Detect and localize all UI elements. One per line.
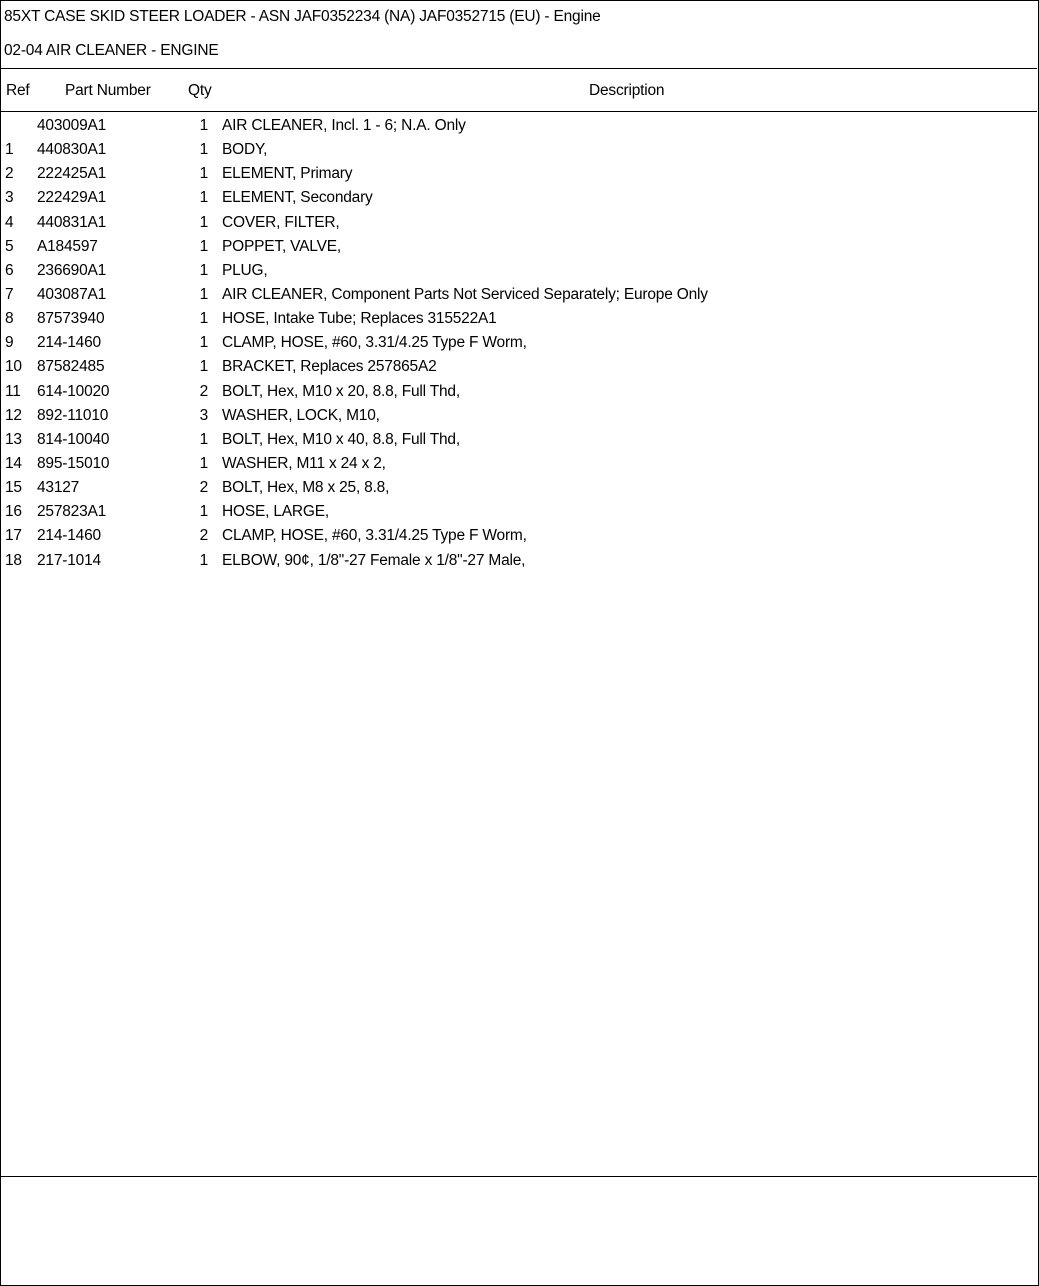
row-part-number: A184597 [37,237,98,255]
row-qty: 1 [199,358,208,376]
document-title: 85XT CASE SKID STEER LOADER - ASN JAF0352234 (NA) JAF0352715 (EU) - Engine [4,8,601,25]
row-description: BOLT, Hex, M10 x 20, 8.8, Full Thd, [222,382,460,400]
column-header-part-number: Part Number [65,82,151,99]
row-qty: 3 [199,406,208,424]
column-header-ref: Ref [6,82,30,99]
row-qty: 1 [199,310,208,328]
row-qty: 1 [199,285,208,303]
row-qty: 1 [199,189,208,207]
row-part-number: 403087A1 [37,285,107,303]
row-description: WASHER, M11 x 24 x 2, [222,454,386,472]
row-description: HOSE, LARGE, [222,503,329,521]
row-ref: 16 [5,503,22,521]
row-description: CLAMP, HOSE, #60, 3.31/4.25 Type F Worm, [222,527,527,545]
table-row [0,383,1037,407]
row-ref: 5 [5,237,14,255]
row-description: BODY, [222,141,268,159]
row-ref: 13 [5,430,22,448]
table-row [0,165,1037,189]
column-header-divider [0,111,1037,112]
row-ref: 3 [5,189,14,207]
row-ref: 1 [5,141,14,159]
row-part-number: 214-1460 [37,334,101,352]
parts-table [0,117,1037,576]
row-part-number: 87573940 [37,310,105,328]
row-part-number: 440831A1 [37,213,107,231]
row-ref: 18 [5,551,22,569]
table-row [0,214,1037,238]
row-qty: 1 [199,213,208,231]
row-ref: 10 [5,358,22,376]
row-qty: 1 [199,237,208,255]
row-part-number: 257823A1 [37,503,107,521]
row-part-number: 222429A1 [37,189,107,207]
row-qty: 2 [199,479,208,497]
row-part-number: 236690A1 [37,261,107,279]
table-row [0,479,1037,503]
row-ref: 2 [5,165,14,183]
row-part-number: 222425A1 [37,165,107,183]
table-row [0,431,1037,455]
row-description: BOLT, Hex, M10 x 40, 8.8, Full Thd, [222,430,460,448]
row-qty: 1 [199,503,208,521]
row-qty: 2 [199,382,208,400]
table-row [0,527,1037,551]
row-part-number: 87582485 [37,358,105,376]
table-row [0,358,1037,382]
row-ref: 4 [5,213,14,231]
row-qty: 1 [199,334,208,352]
row-ref: 15 [5,479,22,497]
row-ref: 17 [5,527,22,545]
table-row [0,141,1037,165]
row-qty: 1 [199,165,208,183]
row-description: ELEMENT, Secondary [222,189,373,207]
row-description: ELBOW, 90¢, 1/8"-27 Female x 1/8"-27 Male, [222,551,526,569]
table-row [0,503,1037,527]
row-ref: 8 [5,310,14,328]
row-part-number: 403009A1 [37,117,107,134]
row-description: POPPET, VALVE, [222,237,341,255]
table-row [0,262,1037,286]
row-ref: 11 [5,382,21,400]
row-description: BOLT, Hex, M8 x 25, 8.8, [222,479,390,497]
row-part-number: 214-1460 [37,527,101,545]
row-qty: 1 [199,551,208,569]
footer-area [0,1177,1037,1284]
row-description: COVER, FILTER, [222,213,340,231]
table-row [0,455,1037,479]
row-part-number: 440830A1 [37,141,107,159]
row-part-number: 814-10040 [37,430,110,448]
column-header-qty: Qty [188,82,212,99]
table-row [0,334,1037,358]
row-ref: 12 [5,406,22,424]
row-description: ELEMENT, Primary [222,165,353,183]
row-qty: 1 [199,454,208,472]
section-title: 02-04 AIR CLEANER - ENGINE [4,42,219,59]
column-header-description: Description [589,82,665,99]
table-row [0,238,1037,262]
table-row [0,286,1037,310]
row-part-number: 892-11010 [37,406,109,424]
row-ref: 14 [5,454,22,472]
row-description: HOSE, Intake Tube; Replaces 315522A1 [222,310,497,328]
row-qty: 1 [199,261,208,279]
row-description: CLAMP, HOSE, #60, 3.31/4.25 Type F Worm, [222,334,527,352]
table-row [0,189,1037,213]
row-description: WASHER, LOCK, M10, [222,406,380,424]
table-row [0,117,1037,141]
row-qty: 2 [199,527,208,545]
row-qty: 1 [199,430,208,448]
row-part-number: 614-10020 [37,382,110,400]
table-row [0,310,1037,334]
row-part-number: 43127 [37,479,80,497]
row-description: AIR CLEANER, Incl. 1 - 6; N.A. Only [222,117,466,134]
row-part-number: 217-1014 [37,551,101,569]
row-part-number: 895-15010 [37,454,110,472]
row-description: AIR CLEANER, Component Parts Not Serviced Separately; Europe Only [222,285,708,303]
row-description: PLUG, [222,261,268,279]
row-qty: 1 [199,141,208,159]
header-divider [0,68,1037,69]
row-ref: 6 [5,261,14,279]
row-ref: 7 [5,285,14,303]
row-description: BRACKET, Replaces 257865A2 [222,358,437,376]
row-qty: 1 [199,117,208,134]
table-row [0,552,1037,576]
table-row [0,407,1037,431]
row-ref: 9 [5,334,14,352]
